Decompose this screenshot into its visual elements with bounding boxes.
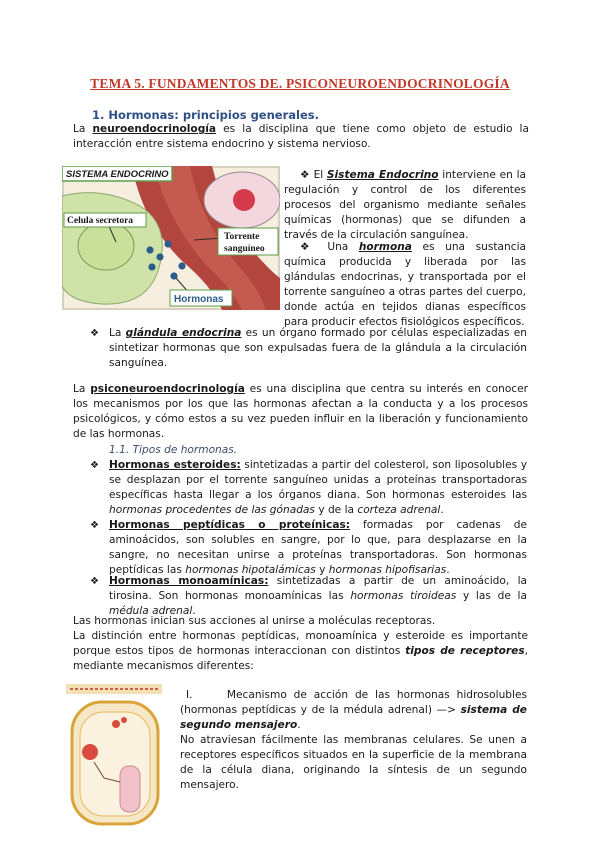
- bullet-icon: ❖: [300, 241, 317, 253]
- label-celula-secretora: Celula secretora: [67, 216, 134, 226]
- mechanism-number: I.: [186, 689, 193, 701]
- second-messenger-figure: [64, 682, 164, 832]
- type-monoaminicas: ❖ Hormonas monoamínicas: sintetizadas a partir de un aminoácido, la tirosina. Son hormonas monoamínicas las hormonas tiroideas y las de la médula adrenal.: [90, 575, 527, 617]
- nucleus-shape: [120, 766, 140, 812]
- type-esteroides: ❖ Hormonas esteroides: sintetizadas a partir del colesterol, son liposolubles y se desplazan por el torrente sanguíneo unidas a proteínas transportadoras específicas hasta llegar a los órganos diana. Son hormonas esteroides las hormonas procedentes de las gónadas y de la corteza adrenal.: [90, 459, 527, 516]
- endocrine-diagram: [62, 166, 280, 310]
- endocrine-system-figure: [62, 166, 280, 310]
- receptors-intro: Las hormonas inician sus acciones al unirse a moléculas receptoras.: [73, 615, 436, 627]
- label-sistema-endocrino: SISTEMA ENDOCRINO: [66, 169, 169, 180]
- bullet-icon: ❖: [300, 169, 310, 181]
- secretory-nucleus: [78, 222, 134, 270]
- mechanism-one: I. Mecanismo de acción de las hormonas hidrosolubles (hormonas peptídicas y de la médula adrenal) —> sistema de segundo mensajero.: [180, 689, 527, 731]
- bullet-icon: ❖: [90, 460, 99, 471]
- term-neuroendocrinologia: neuroendocrinología: [92, 123, 217, 135]
- receptors-paragraph: La distinción entre hormonas peptídicas, monoamínica y esteroide es importante porque estos tipos de hormonas interaccionan con distintos tipos de receptores, mediante mecanismos diferentes:: [73, 630, 528, 672]
- term-peptidicas: Hormonas peptídicas o proteínicas:: [109, 519, 351, 531]
- bullet-glandula-endocrina: ❖ La glándula endocrina es un órgano formado por células especializadas en sintetizar hormonas que son expulsadas fuera de la glándula a la circulación sanguínea.: [90, 327, 528, 369]
- label-torrente: Torrente: [224, 232, 260, 242]
- term-hormona: hormona: [358, 241, 412, 253]
- bullet-hormona: ❖ Una hormona es una sustancia química producida y liberada por las glándulas endocrinas, y transportada por el torrente sanguíneo a otras partes del cuerpo, donde actúa en tejidos dianas específicos para producir efectos fisiológicos específicos.: [284, 241, 527, 328]
- subsection-heading: 1.1. Tipos de hormonas.: [109, 444, 238, 456]
- section-heading: 1. Hormonas: principios generales.: [92, 108, 319, 122]
- term-tipos-receptores: tipos de receptores: [405, 645, 525, 657]
- bullet-icon: ❖: [90, 328, 99, 339]
- type-peptidicas: ❖ Hormonas peptídicas o proteínicas: formadas por cadenas de aminoácidos, son solubles en sangre, por lo que, para desplazarse en la sangre, no necesitan unirse a proteínas transportadoras. Son hormonas peptídicas las hormonas hipotalámicas y hormonas hipofisarias.: [90, 519, 527, 576]
- target-nucleus: [233, 189, 255, 211]
- bullet-icon: ❖: [90, 520, 99, 531]
- bullet-icon: ❖: [90, 576, 99, 587]
- label-hormonas: Hormonas: [174, 294, 224, 305]
- receptor-dot: [82, 744, 98, 760]
- term-monoaminicas: Hormonas monoamínicas:: [109, 575, 269, 587]
- second-messenger-diagram: [64, 682, 164, 832]
- term-psiconeuroendocrinologia: psiconeuroendocrinología: [90, 383, 245, 395]
- mechanism-one-body: No atraviesan fácilmente las membranas celulares. Se unen a receptores específicos situados en la superficie de la membrana de la célula diana, originando la síntesis de un segundo mensajero.: [180, 734, 527, 791]
- term-esteroides: Hormonas esteroides:: [109, 459, 241, 471]
- term-sistema-endocrino: Sistema Endocrino: [326, 169, 439, 181]
- intro-paragraph: La neuroendocrinología es la disciplina que tiene como objeto de estudio la interacción entre sistema endocrino y sistema nervioso.: [73, 123, 529, 150]
- label-sanguineo: sanguíneo: [224, 244, 265, 254]
- term-segundo-mensajero: sistema de segundo mensajero: [180, 704, 527, 731]
- term-glandula-endocrina: glándula endocrina: [125, 327, 242, 339]
- bullet-sistema-endocrino: ❖ El Sistema Endocrino interviene en la regulación y control de los diferentes procesos del organismo mediante señales químicas (hormonas) que se difunden a través de la circulación sanguínea.: [284, 169, 527, 241]
- page-title: TEMA 5. FUNDAMENTOS DE. PSICONEUROENDOCRINOLOGÍA: [90, 76, 510, 91]
- psico-paragraph: La psiconeuroendocrinología es una disciplina que centra su interés en conocer los mecanismos por los que las hormonas afectan a la conducta y a los procesos psicológicos, y cómo estos a su vez pueden influir en la liberación y funcionamiento de las hormonas.: [73, 383, 529, 440]
